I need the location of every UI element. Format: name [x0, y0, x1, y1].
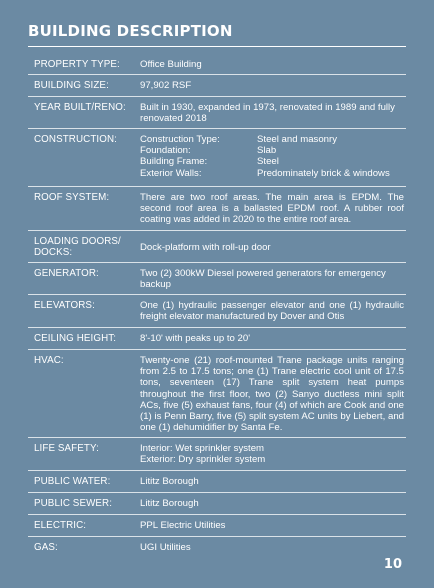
row-label: YEAR BUILT/RENO:: [34, 102, 126, 113]
row-label: PROPERTY TYPE:: [34, 59, 120, 70]
building-frame-line: [140, 156, 404, 167]
row-construction: [28, 129, 406, 187]
row-label: BUILDING SIZE:: [34, 80, 109, 91]
row-label: PUBLIC SEWER:: [34, 498, 113, 509]
row-ceiling-height: [28, 328, 406, 350]
row-elevators: [28, 295, 406, 328]
sub-value: Predominately brick & windows: [257, 167, 390, 179]
row-value: There are two roof areas. The main area is EPDM. The second roof area is a ballasted EPDM roof. A rubber roof coating was added in 2020 to the entire roof area.: [140, 192, 404, 226]
title-divider: [28, 46, 406, 47]
row-value: Built in 1930, expanded in 1973, renovated in 1989 and fully renovated 2018: [140, 102, 395, 125]
sub-value: Steel and masonry: [257, 134, 337, 145]
row-year-built: [28, 97, 406, 129]
page-number: 10: [383, 557, 402, 572]
sub-key: Foundation:: [140, 145, 191, 157]
row-label: GENERATOR:: [34, 268, 99, 279]
row-value: PPL Electric Utilities: [140, 520, 226, 531]
exterior-sprinkler-line: Exterior: Dry sprinkler system: [140, 454, 266, 466]
construction-details: [140, 134, 406, 179]
sub-value: Slab: [257, 145, 277, 157]
row-label: PUBLIC WATER:: [34, 476, 111, 487]
exterior-walls-line: [140, 168, 404, 179]
row-property-type: [28, 54, 406, 75]
sub-key: Construction Type:: [140, 134, 220, 145]
sub-key: Building Frame:: [140, 156, 208, 168]
row-label: ROOF SYSTEM:: [34, 192, 110, 203]
row-label: HVAC:: [34, 355, 64, 366]
row-value: 8'-10' with peaks up to 20': [140, 333, 251, 344]
row-roof-system: [28, 187, 406, 231]
row-electric: [28, 515, 406, 537]
row-label: CEILING HEIGHT:: [34, 333, 117, 344]
interior-sprinkler-line: Interior: Wet sprinkler system: [140, 443, 265, 454]
row-value: One (1) hydraulic passenger elevator and one (1) hydraulic freight elevator manufactured by Dover and Otis: [140, 300, 404, 323]
row-hvac: [28, 350, 406, 438]
row-building-size: [28, 75, 406, 97]
row-value: Dock-platform with roll-up door: [140, 242, 271, 253]
row-value: Lititz Borough: [140, 476, 199, 487]
row-value: Two (2) 300kW Diesel powered generators for emergency backup: [140, 268, 386, 291]
sub-key: Exterior Walls:: [140, 167, 202, 179]
row-value: Office Building: [140, 59, 202, 70]
row-gas: [28, 537, 406, 559]
row-label: CONSTRUCTION:: [34, 134, 117, 145]
life-safety-details: [140, 443, 406, 465]
row-label: ELEVATORS:: [34, 300, 95, 311]
row-label: ELECTRIC:: [34, 520, 87, 531]
row-label: GAS:: [34, 542, 58, 553]
foundation-line: [140, 145, 404, 156]
page-title: BUILDING DESCRIPTION: [28, 22, 233, 40]
row-value: 97,902 RSF: [140, 80, 192, 91]
row-generator: [28, 263, 406, 295]
row-loading-docks: [28, 231, 406, 263]
row-label: LOADING DOORS/ DOCKS:: [34, 236, 121, 259]
construction-type-line: [140, 134, 404, 145]
row-life-safety: [28, 438, 406, 471]
row-label: LIFE SAFETY:: [34, 443, 99, 454]
row-value: Lititz Borough: [140, 498, 199, 509]
row-public-sewer: [28, 493, 406, 515]
sub-value: Steel: [257, 156, 279, 168]
building-description-table: [28, 54, 406, 559]
row-public-water: [28, 471, 406, 493]
row-value: UGI Utilities: [140, 542, 191, 553]
row-value: Twenty-one (21) roof-mounted Trane package units ranging from 2.5 to 17.5 tons; one (1) Trane electric cool unit of 17.5 tons, seventeen (17) Trane split system heat pumps throughout the first floor, two (2) Sanyo ductless mini split ACs, five (5) exhaust fans, four (4) of which are Cook and one (1) is Penn Barry, five (5) split system AC units by Liebert, and one (1) dehumidifier by Santa Fe.: [140, 355, 404, 434]
